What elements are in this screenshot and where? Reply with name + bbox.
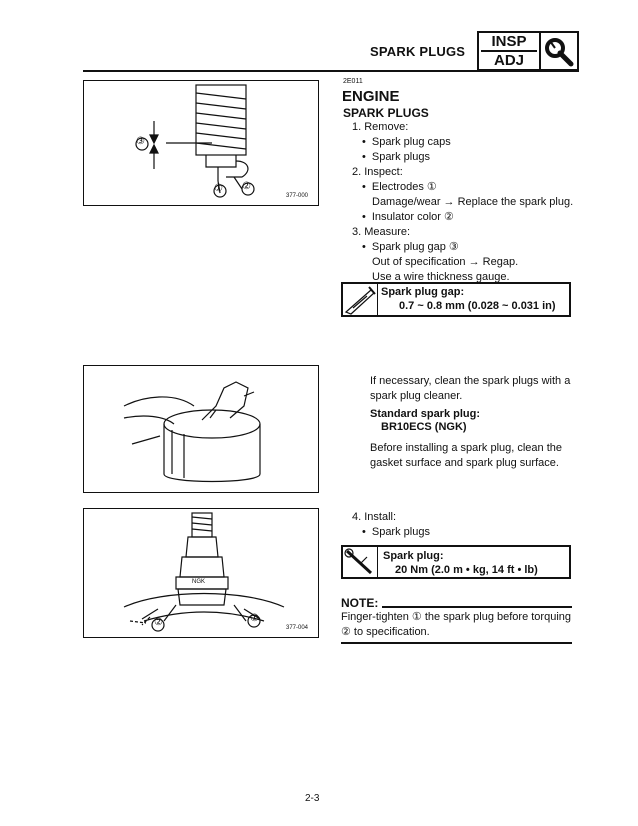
- step-remove: 1. Remove:: [352, 121, 409, 133]
- figure-install-spark-plug: [83, 508, 319, 638]
- measure-out-text: Out of specification → Regap.: [372, 256, 519, 268]
- section-heading: ENGINE: [342, 88, 400, 105]
- note-text: Finger-tighten ① the spark plug before torquing ② to specification.: [341, 611, 571, 638]
- gap-spec-value: 0.7 ~ 0.8 mm (0.028 ~ 0.031 in): [399, 300, 556, 312]
- list-item: • Spark plug gap ③: [362, 240, 459, 255]
- badge-adj-label: ADJ: [493, 52, 524, 69]
- spark-plug-cleaner-illustration: [84, 366, 317, 491]
- section-subheading: SPARK PLUGS: [343, 106, 429, 120]
- torque-spec-box: [341, 545, 571, 579]
- inspect-damage-text: Damage/wear → Replace the spark plug.: [372, 196, 574, 208]
- feeler-gauge-icon: [343, 284, 378, 315]
- spark-plug-install-illustration: [84, 509, 317, 636]
- list-item: • Electrodes ①: [362, 180, 437, 195]
- gap-spec-box: [341, 282, 571, 317]
- gap-spec-label: Spark plug gap:: [381, 286, 465, 298]
- callout-1: ①: [214, 183, 223, 194]
- list-item: • Spark plug caps: [362, 135, 451, 150]
- torque-spec-label: Spark plug:: [383, 550, 444, 562]
- insp-adj-badge: [477, 31, 541, 71]
- step-install: 4. Install:: [352, 511, 397, 523]
- figure-code: 377-004: [286, 625, 309, 631]
- note-title: NOTE:: [341, 596, 379, 610]
- measure-gauge-text: Use a wire thickness gauge.: [372, 271, 510, 283]
- torque-spec-value: 20 Nm (2.0 m • kg, 14 ft • lb): [395, 564, 538, 576]
- callout-2: ②: [242, 181, 251, 192]
- note-bottom-rule: [341, 642, 572, 644]
- note-top-rule: [382, 606, 572, 608]
- wrench-inspection-icon: [541, 31, 579, 71]
- figure-spark-plug-gap: [83, 80, 319, 206]
- standard-plug-value: BR10ECS (NGK): [381, 421, 467, 433]
- callout-2: ②: [154, 617, 163, 628]
- standard-plug-label: Standard spark plug:: [370, 408, 481, 420]
- page-header-title: SPARK PLUGS: [370, 44, 466, 59]
- badge-insp-label: INSP: [491, 33, 527, 50]
- step-measure: 3. Measure:: [352, 226, 411, 238]
- spark-plug-electrode-illustration: [84, 81, 317, 204]
- figure-spark-plug-cleaner: [83, 365, 319, 493]
- list-item: • Spark plugs: [362, 150, 430, 165]
- list-item: • Spark plugs: [362, 525, 430, 540]
- torque-wrench-icon: [343, 547, 378, 577]
- list-item: • Insulator color ②: [362, 210, 454, 225]
- nut-stamp: NGK: [192, 579, 206, 585]
- header-rule: [83, 70, 579, 72]
- callout-3: ③: [136, 136, 145, 147]
- callout-1: ①: [250, 613, 259, 624]
- before-install-text: Before installing a spark plug, clean the gasket surface and spark plug surface.: [370, 442, 563, 469]
- section-code: 2E011: [343, 78, 363, 85]
- page-number: 2-3: [305, 793, 320, 804]
- clean-text: If necessary, clean the spark plugs with a spark plug cleaner.: [370, 375, 571, 402]
- step-inspect: 2. Inspect:: [352, 166, 403, 178]
- figure-code: 377-000: [286, 193, 309, 199]
